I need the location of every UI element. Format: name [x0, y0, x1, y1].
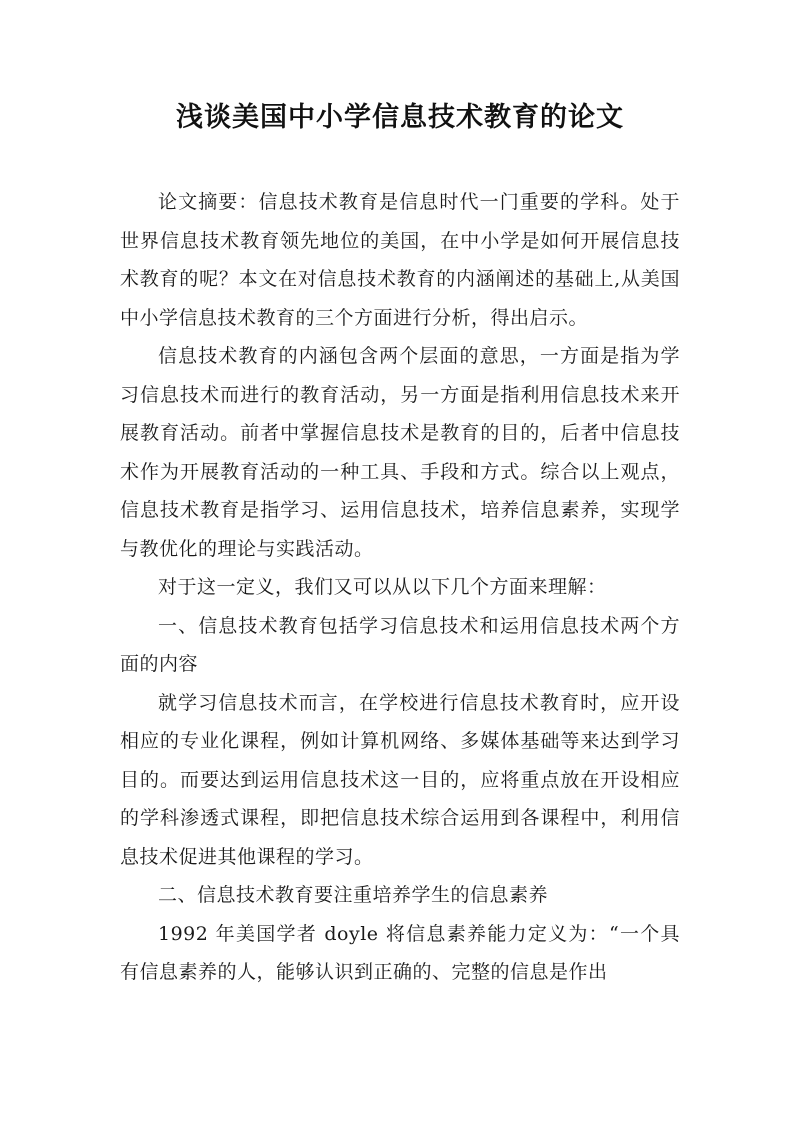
- paragraph-connotation: 信息技术教育的内涵包含两个层面的意思，一方面是指为学习信息技术而进行的教育活动，另一方面是指利用信息技术来开展教育活动。前者中掌握信息技术是教育的目的，后者中信息技术作为开展教育活动的一种工具、手段和方式。综合以上观点，信息技术教育是指学习、运用信息技术，培养信息素养，实现学与教优化的理论与实践活动。: [120, 345, 680, 560]
- document-title: 浅谈美国中小学信息技术教育的论文: [176, 102, 624, 133]
- document-body: [120, 183, 680, 992]
- paragraph-learning-it: 就学习信息技术而言，在学校进行信息技术教育时，应开设相应的专业化课程，例如计算机网络、多媒体基础等来达到学习目的。而要达到运用信息技术这一目的，应将重点放在开设相应的学科渗透式课程，即把信息技术综合运用到各课程中，利用信息技术促进其他课程的学习。: [120, 691, 680, 868]
- paragraph-understanding-intro: 对于这一定义，我们又可以从以下几个方面来理解：: [158, 576, 607, 598]
- section-heading-1: 一、信息技术教育包括学习信息技术和运用信息技术两个方面的内容: [120, 614, 680, 675]
- paragraph-doyle: 1992 年美国学者 doyle 将信息素养能力定义为：“一个具有信息素养的人，能够认识到正确的、完整的信息是作出: [120, 922, 680, 983]
- paragraph-abstract: 论文摘要：信息技术教育是信息时代一门重要的学科。处于世界信息技术教育领先地位的美国，在中小学是如何开展信息技术教育的呢？本文在对信息技术教育的内涵阐述的基础上,从美国中小学信息技术教育的三个方面进行分析，得出启示。: [120, 191, 680, 329]
- section-heading-2: 二、信息技术教育要注重培养学生的信息素养: [158, 884, 549, 906]
